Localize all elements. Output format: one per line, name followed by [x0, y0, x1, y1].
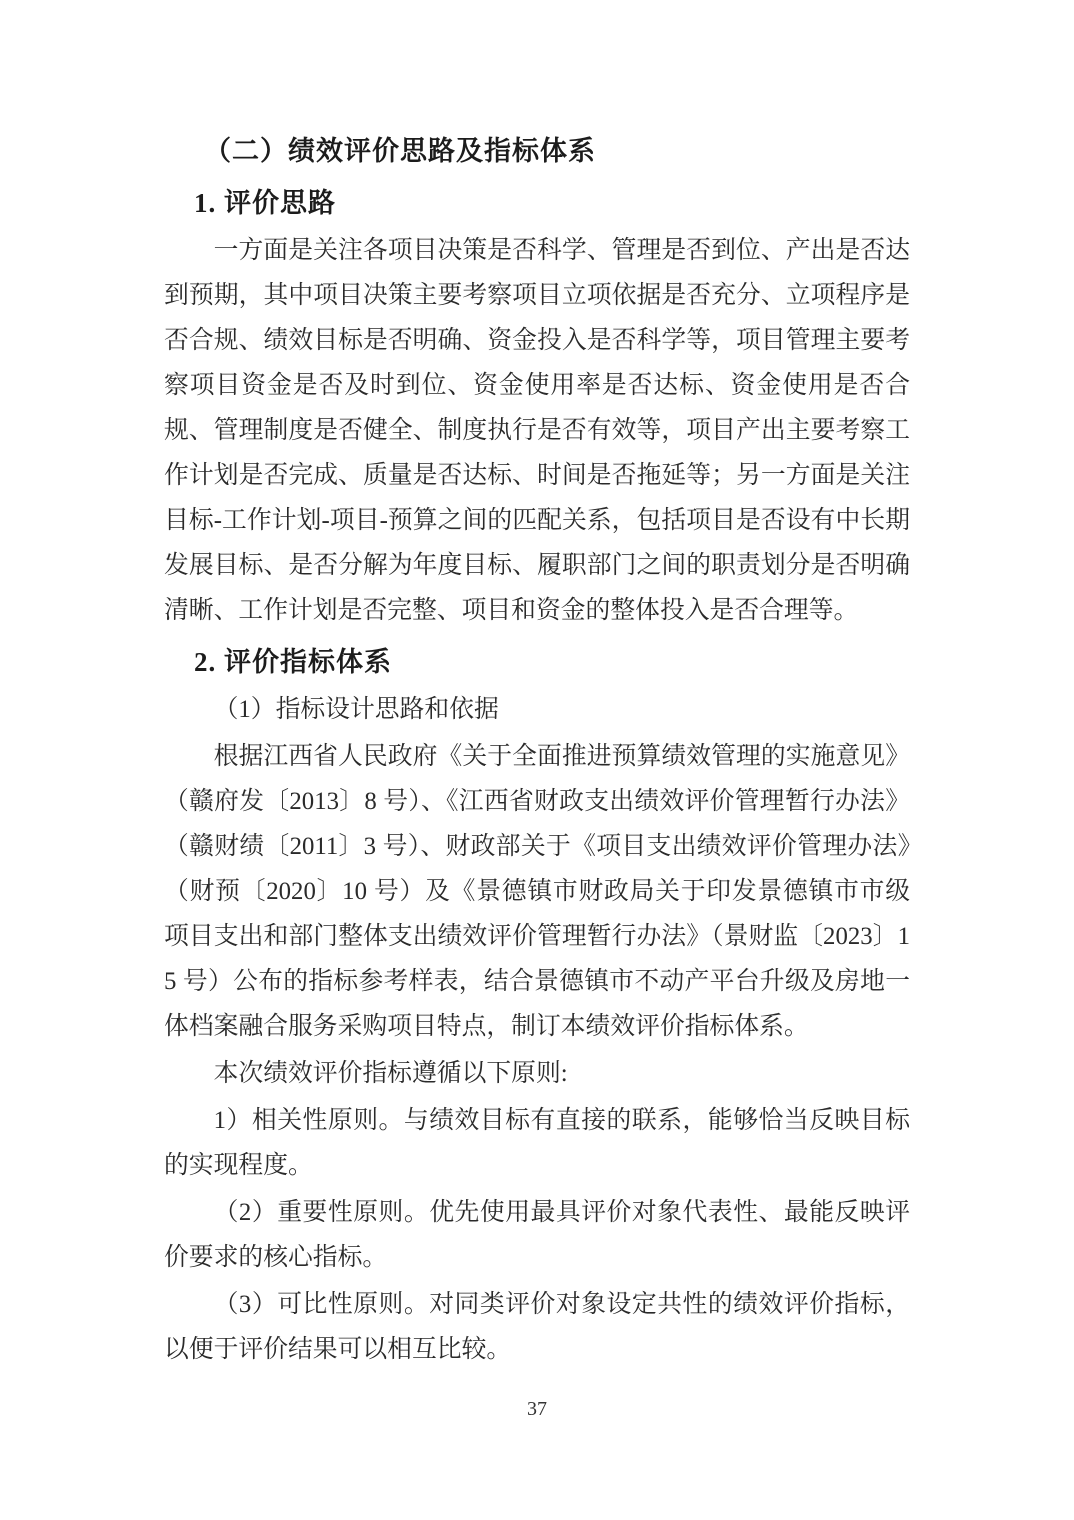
- subheading-evaluation-approach: 1. 评价思路: [194, 188, 336, 218]
- page-number: 37: [527, 1398, 547, 1420]
- paragraph-indicator-basis: 根据江西省人民政府《关于全面推进预算绩效管理的实施意见》（赣府发〔2013〕8 号）、《江西省财政支出绩效评价管理暂行办法》（赣财绩〔2011〕3 号）、财政部关于《项目支出绩效评价管理办法》（财预〔2020〕10 号）及《景德镇市财政局关于印发景德镇市市级项目支出和部门整体支出绩效评价管理暂行办法》（景财监〔2023〕15 号）公布的指标参考样表，结合景德镇市不动产平台升级及房地一体档案融合服务采购项目特点，制订本绩效评价指标体系。: [164, 743, 910, 1040]
- paragraph-principle-comparability: （3）可比性原则。对同类评价对象设定共性的绩效评价指标，以便于评价结果可以相互比较。: [164, 1291, 910, 1363]
- paragraph-principle-relevance: 1）相关性原则。与绩效目标有直接的联系，能够恰当反映目标的实现程度。: [164, 1107, 910, 1179]
- paragraph-principle-importance: （2）重要性原则。优先使用最具评价对象代表性、最能反映评价要求的核心指标。: [164, 1199, 910, 1271]
- document-content: [164, 128, 910, 1372]
- subheading-indicator-system: 2. 评价指标体系: [194, 647, 392, 677]
- paragraph-evaluation-approach: 一方面是关注各项目决策是否科学、管理是否到位、产出是否达到预期，其中项目决策主要考察项目立项依据是否充分、立项程序是否合规、绩效目标是否明确、资金投入是否科学等，项目管理主要考察项目资金是否及时到位、资金使用率是否达标、资金使用是否合规、管理制度是否健全、制度执行是否有效等，项目产出主要考察工作计划是否完成、质量是否达标、时间是否拖延等；另一方面是关注目标-工作计划-项目-预算之间的匹配关系，包括项目是否设有中长期发展目标、是否分解为年度目标、履职部门之间的职责划分是否明确清晰、工作计划是否完整、项目和资金的整体投入是否合理等。: [164, 237, 910, 624]
- paragraph-principles-intro: 本次绩效评价指标遵循以下原则:: [213, 1060, 568, 1087]
- section-heading: （二）绩效评价思路及指标体系: [204, 136, 596, 166]
- paragraph-indicator-design-title: （1）指标设计思路和依据: [213, 696, 499, 723]
